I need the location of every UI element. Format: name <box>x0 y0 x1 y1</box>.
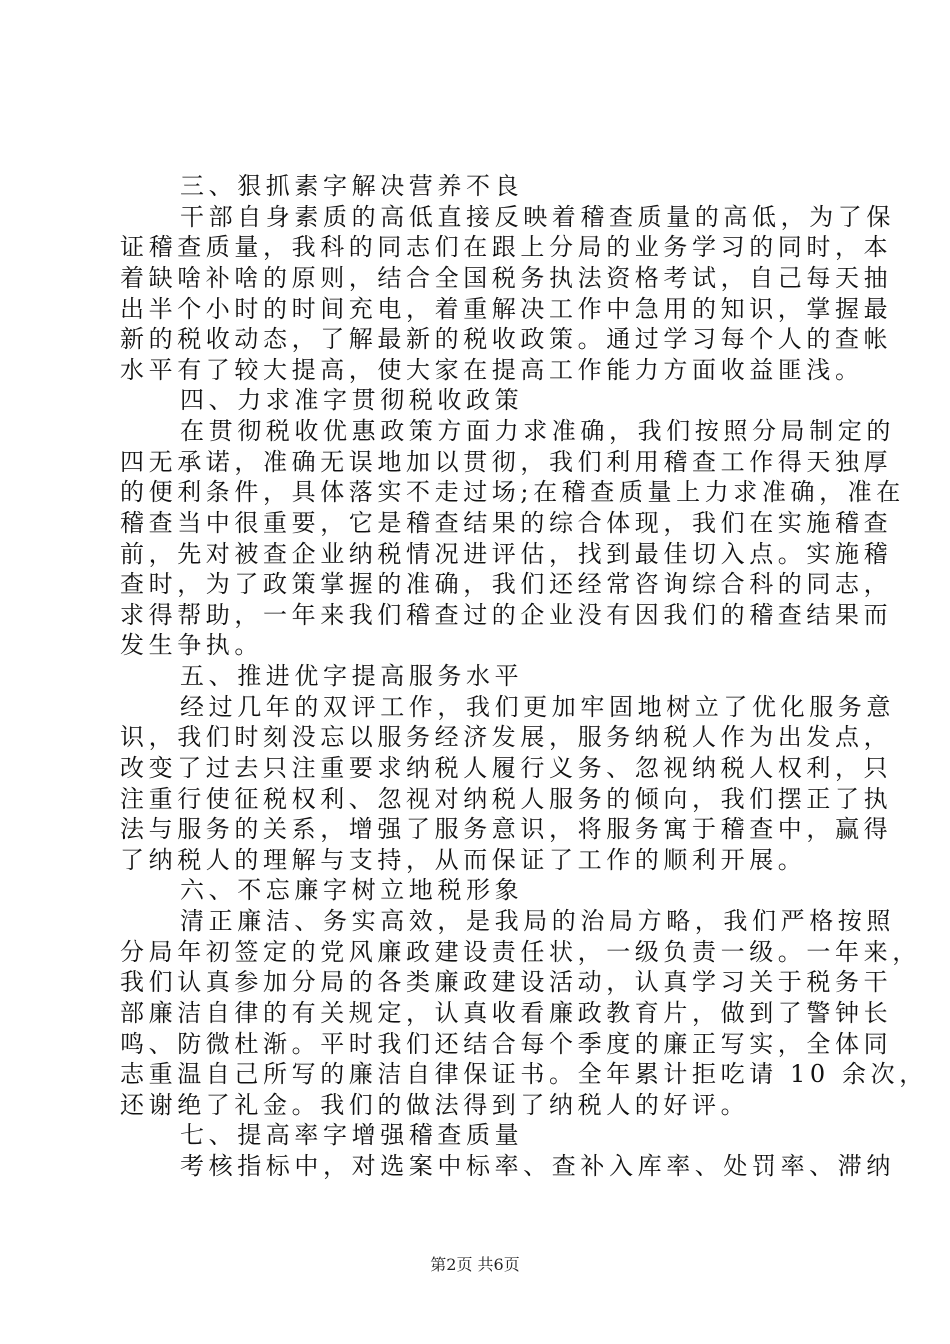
paragraph-line: 查时，为了政策掌握的准确，我们还经常咨询综合科的同志， <box>120 570 893 598</box>
paragraph-line: 稽查当中很重要，它是稽查结果的综合体现，我们在实施稽查 <box>120 509 893 537</box>
paragraph-line: 鸣、防微杜渐。平时我们还结合每个季度的廉正写实，全体同 <box>120 1030 893 1058</box>
paragraph-line: 四无承诺，准确无误地加以贯彻，我们利用稽查工作得天独厚 <box>120 448 893 476</box>
paragraph-line: 志重温自己所写的廉洁自律保证书。全年累计拒吃请 10 余次， <box>120 1060 928 1088</box>
paragraph-line: 还谢绝了礼金。我们的做法得到了纳税人的好评。 <box>120 1091 750 1119</box>
paragraph-line: 求得帮助，一年来我们稽查过的企业没有因我们的稽查结果而 <box>120 601 893 629</box>
section-heading-4: 四、力求准字贯彻税收政策 <box>180 386 524 414</box>
paragraph-line: 干部自身素质的高低直接反映着稽查质量的高低，为了保 <box>180 203 895 231</box>
section-heading-7: 七、提高率字增强稽查质量 <box>180 1121 524 1149</box>
paragraph-line: 水平有了较大提高，使大家在提高工作能力方面收益匪浅。 <box>120 356 864 384</box>
paragraph-line: 前，先对被查企业纳税情况进评估，找到最佳切入点。实施稽 <box>120 540 893 568</box>
paragraph-line: 的便利条件，具体落实不走过场;在稽查质量上力求准确，准在 <box>120 478 905 506</box>
section-heading-5: 五、推进优字提高服务水平 <box>180 662 524 690</box>
paragraph-line: 改变了过去只注重要求纳税人履行义务、忽视纳税人权利，只 <box>120 754 893 782</box>
paragraph-line: 证稽查质量，我科的同志们在跟上分局的业务学习的同时，本 <box>120 233 893 261</box>
paragraph-line: 分局年初签定的党风廉政建设责任状，一级负责一级。一年来， <box>120 938 921 966</box>
paragraph-line: 了纳税人的理解与支持，从而保证了工作的顺利开展。 <box>120 846 807 874</box>
paragraph-line: 经过几年的双评工作，我们更加牢固地树立了优化服务意 <box>180 693 895 721</box>
paragraph-line: 法与服务的关系，增强了服务意识，将服务寓于稽查中，赢得 <box>120 815 893 843</box>
section-heading-3: 三、狠抓素字解决营养不良 <box>180 172 524 200</box>
paragraph-line: 清正廉洁、务实高效，是我局的治局方略，我们严格按照 <box>180 907 895 935</box>
paragraph-line: 着缺啥补啥的原则，结合全国税务执法资格考试，自己每天抽 <box>120 264 893 292</box>
paragraph-line: 注重行使征税权利、忽视对纳税人服务的倾向，我们摆正了执 <box>120 785 893 813</box>
page-footer: 第2页 共6页 <box>430 1255 520 1274</box>
paragraph-line: 新的税收动态，了解最新的税收政策。通过学习每个人的查帐 <box>120 325 893 353</box>
paragraph-line: 在贯彻税收优惠政策方面力求准确，我们按照分局制定的 <box>180 417 895 445</box>
section-heading-6: 六、不忘廉字树立地税形象 <box>180 876 524 904</box>
paragraph-line: 出半个小时的时间充电，着重解决工作中急用的知识，掌握最 <box>120 295 893 323</box>
paragraph-line: 部廉洁自律的有关规定，认真收看廉政教育片，做到了警钟长 <box>120 999 893 1027</box>
paragraph-line: 发生争执。 <box>120 631 263 659</box>
paragraph-line: 考核指标中，对选案中标率、查补入库率、处罚率、滞纳 <box>180 1152 895 1180</box>
paragraph-line: 我们认真参加分局的各类廉政建设活动，认真学习关于税务干 <box>120 968 893 996</box>
paragraph-line: 识，我们时刻没忘以服务经济发展，服务纳税人作为出发点， <box>120 723 893 751</box>
